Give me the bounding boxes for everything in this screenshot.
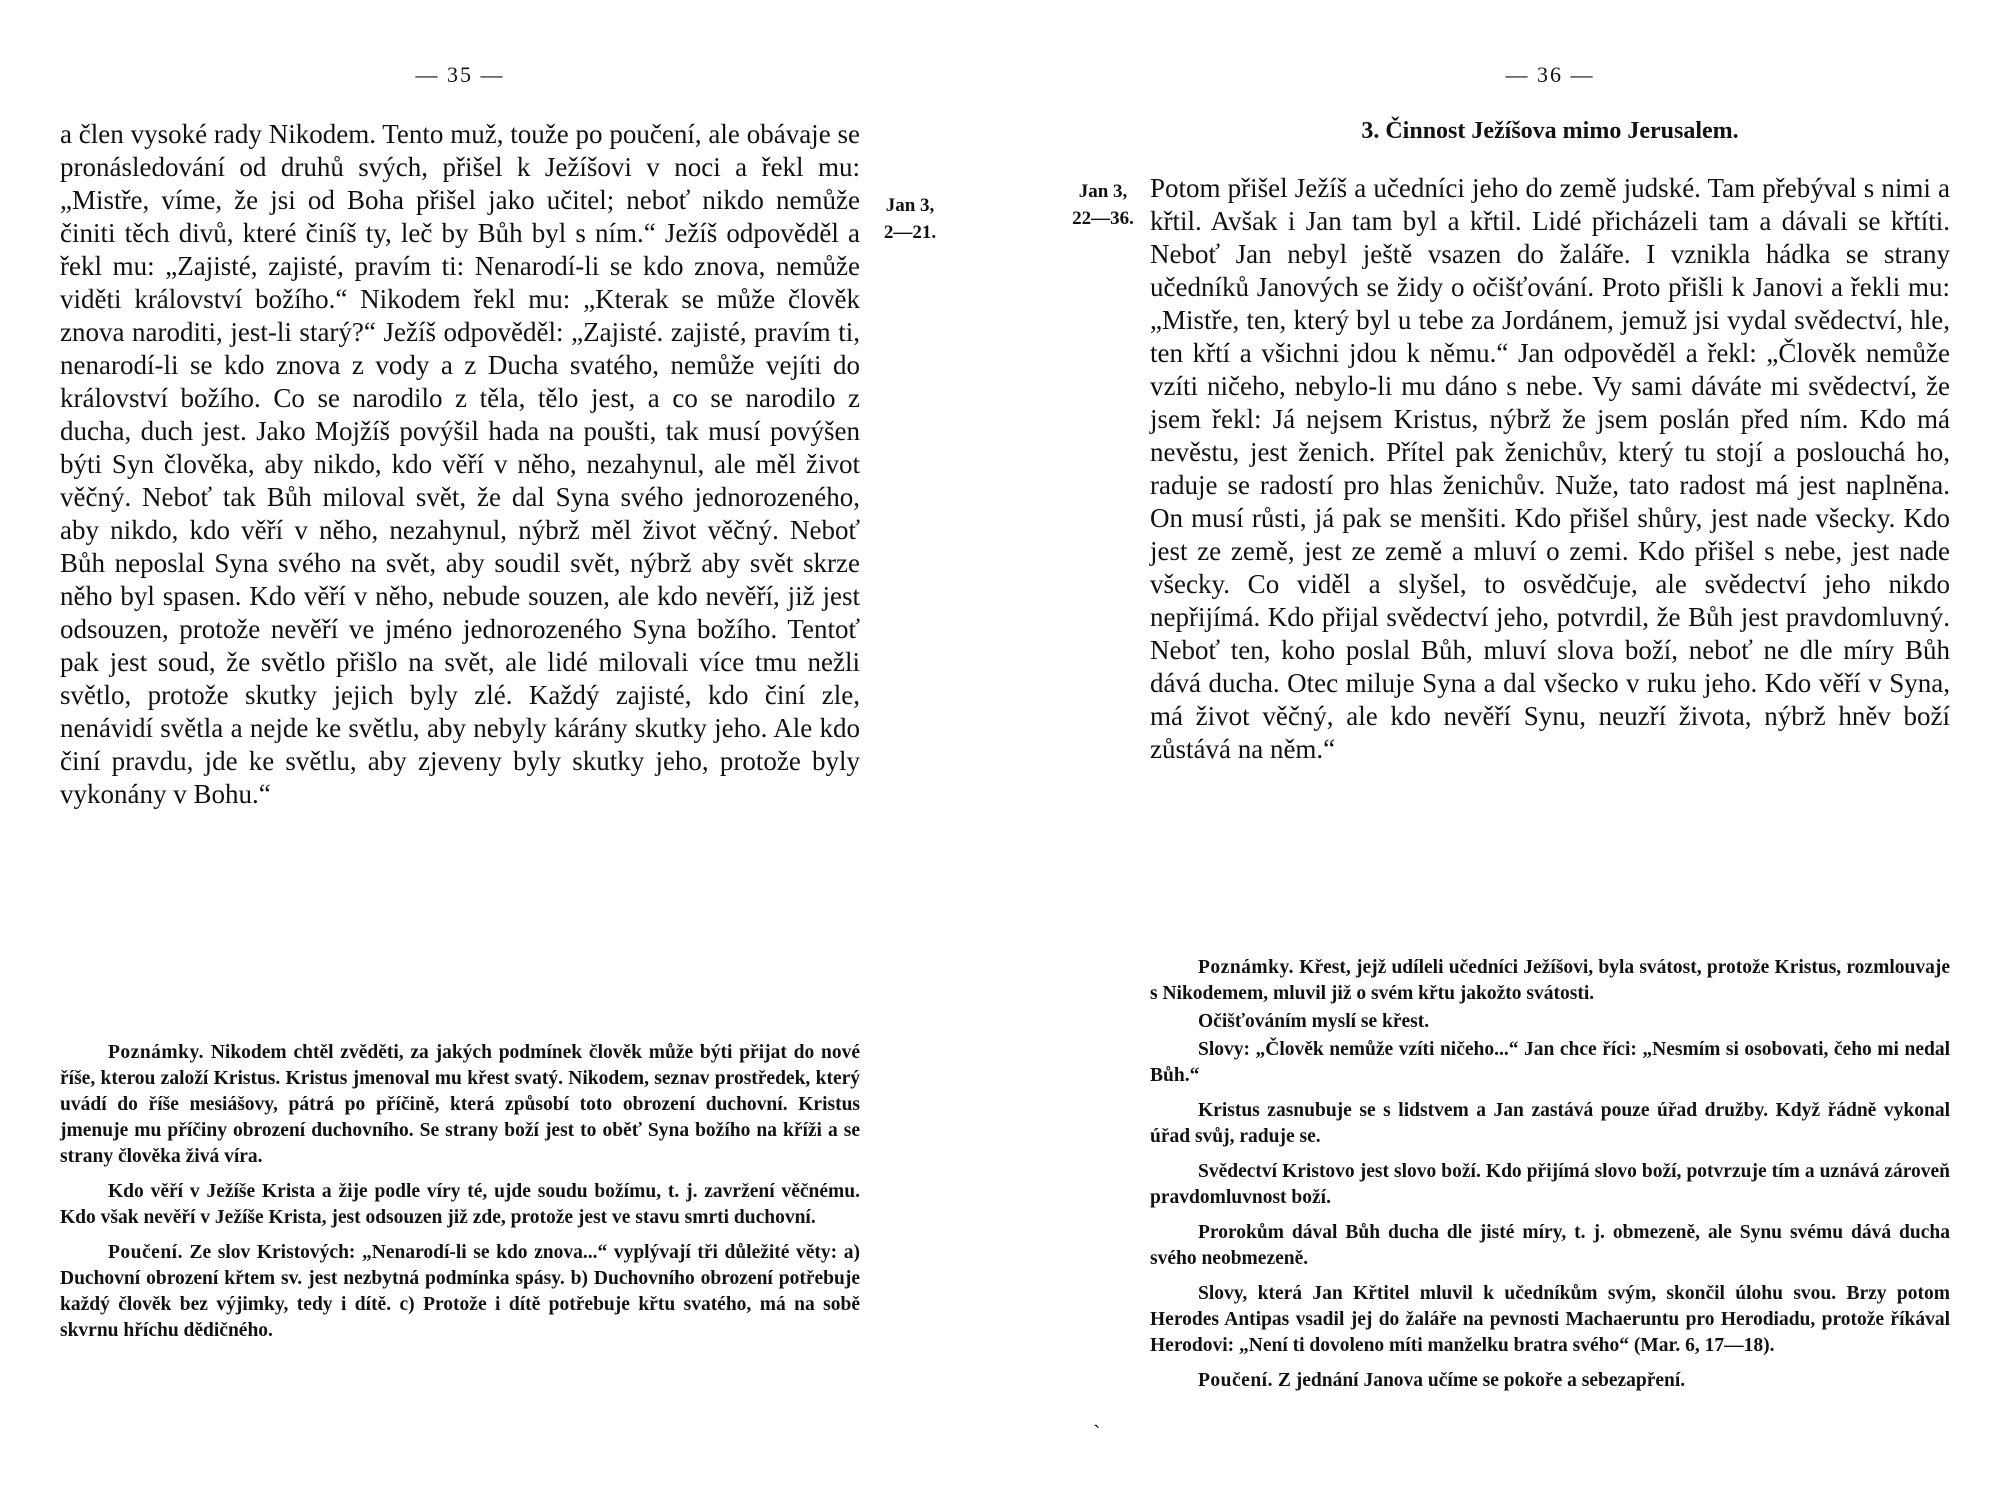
note-text: Z jednání Janova učíme se pokoře a sebezapření. (1272, 1370, 1686, 1391)
note-text: Očišťováním myslí se křest. (1198, 1011, 1430, 1032)
margin-reference-right (1058, 178, 1148, 232)
note-text: Nikodem chtěl zvěděti, za jakých podmínek člověk může býti přijat do nové říše, kterou založí Kristus. Kristus jmenoval mu křest svatý. Nikodem, seznav prostředek, který uvádí do říše mesiášovy, pátrá po příčině, která způsobí toto obrození duchovní. Kristus jmenuje mu příčiny obrození duchovního. Se strany boží jest to oběť Syna božího na kříži a se strany člověka živá víra. (60, 1042, 860, 1167)
margin-ref-book: Jan 3, (1078, 181, 1128, 202)
stray-print-mark: ` (1093, 1420, 1101, 1445)
margin-ref-verses: 22—36. (1072, 208, 1134, 229)
margin-ref-book: Jan 3, (885, 195, 935, 216)
margin-ref-verses: 2—21. (883, 222, 937, 243)
margin-reference-left (865, 192, 955, 246)
section-heading: 3. Činnost Ježíšova mimo Jerusalem. (1361, 118, 1739, 144)
right-note-5 (1150, 1159, 1950, 1211)
note-text: Prorokům dával Bůh ducha dle jisté míry, t. j. obmezeně, ale Synu svému dává ducha svého neobmezeně. (1150, 1222, 1950, 1269)
left-note-2 (60, 1179, 860, 1231)
note-label: Poučení. (108, 1242, 183, 1263)
right-note-6 (1150, 1220, 1950, 1272)
right-note-4 (1150, 1098, 1950, 1150)
note-text: Křest, jejž udíleli učedníci Ježíšovi, byla svátost, protože Kristus, rozmlouvaje s Nikodemem, mluvil již o svém křtu jakožto svátosti. (1150, 957, 1950, 1004)
note-text: Slovy, která Jan Křtitel mluvil k učedníkům svým, skončil úlohu svou. Brzy potom Herodes Antipas vsadil jej do žaláře na pevnosti Machaeruntu pro Herodiadu, protože říkával Herodovi: „Není ti dovoleno míti manželku bratra svého“ (Mar. 6, 17—18). (1150, 1283, 1950, 1356)
right-note-7 (1150, 1281, 1950, 1359)
right-body-text (1150, 172, 1950, 766)
note-text: Svědectví Kristovo jest slovo boží. Kdo přijímá slovo boží, potvrzuje tím a uznává zároveň pravdomluvnost boží. (1150, 1161, 1950, 1208)
note-label: Poučení. (1198, 1370, 1273, 1391)
right-note-2 (1150, 1009, 1950, 1035)
left-body-paragraph: a člen vysoké rady Nikodem. Tento muž, touže po poučení, ale obávaje se pronásledování od druhů svých, přišel k Ježíšovi v noci a řekl mu: „Mistře, víme, že jsi od Boha přišel jako učitel; neboť nikdo nemůže činiti těch divů, které činíš ty, leč by Bůh byl s ním.“ Ježíš odpověděl a řekl mu: „Zajisté, zajisté, pravím ti: Nenarodí-li se kdo znova, nemůže viděti království božího.“ Nikodem řekl mu: „Kterak se může člověk znova naroditi, jest-li starý?“ Ježíš odpověděl: „Zajisté. zajisté, pravím ti, nenarodí-li se kdo znova z vody a z Ducha svatého, nemůže vejíti do království božího. Co se narodilo z těla, tělo jest, a co se narodilo z ducha, duch jest. Jako Mojžíš povýšil hada na poušti, tak musí povýšen býti Syn člověka, aby nikdo, kdo věří v něho, nezahynul, ale měl život věčný. Neboť tak Bůh miloval svět, že dal Syna svého jednorozeného, aby nikdo, kdo věří v něho, nezahynul, nýbrž měl život věčný. Neboť Bůh neposlal Syna svého na svět, aby soudil svět, nýbrž aby svět skrze něho byl spasen. Kdo věří v něho, nebude souzen, ale kdo nevěří, již jest odsouzen, protože nevěří ve jméno jednorozeného Syna božího. Tentoť pak jest soud, že světlo přišlo na svět, ale lidé milovali více tmu nežli světlo, protože skutky jejich byly zlé. Každý zajisté, kdo činí zle, nenávidí světla a nejde ke světlu, aby nebyly kárány skutky jeho. Ale kdo činí pravdu, jde ke světlu, aby zjeveny byly skutky jeho, protože byly vykonány v Bohu.“ (60, 119, 860, 809)
right-body-paragraph: Potom přišel Ježíš a učedníci jeho do země judské. Tam přebýval s nimi a křtil. Avšak i Jan tam byl a křtil. Lidé přicházeli tam a dávali se křtíti. Neboť Jan nebyl ještě vsazen do žaláře. I vznikla hádka se strany učedníků Janových se židy o očišťování. Proto přišli k Janovi a řekli mu: „Mistře, ten, který byl u tebe za Jordánem, jemuž jsi vydal svědectví, hle, ten křtí a všichni jdou k němu.“ Jan odpověděl a řekl: „Člověk nemůže vzíti ničeho, nebylo-li mu dáno s nebe. Vy sami dáváte mi svědectví, že jsem řekl: Já nejsem Kristus, nýbrž že jsem poslán před ním. Kdo má nevěstu, jest ženich. Přítel pak ženichův, který tu stojí a poslouchá ho, raduje se radostí pro hlas ženichův. Nuže, tato radost má jest naplněna. On musí růsti, já pak se menšiti. Kdo přišel shůry, jest nade všecky. Kdo jest ze země, jest ze země a mluví o zemi. Kdo přišel s nebe, jest nade všecky. Co viděl a slyšel, to osvědčuje, ale svědectví jeho nikdo nepřijímá. Kdo přijal svědectví jeho, potvrdil, že Bůh jest pravdomluvný. Neboť ten, koho poslal Bůh, mluví slova boží, neboť ne dle míry Bůh dává ducha. Otec miluje Syna a dal všecko v ruku jeho. Kdo věří v Syna, má život věčný, ale kdo nevěří Synu, neuzří života, nýbrž hněv boží zůstává na něm.“ (1150, 173, 1950, 764)
left-notes (60, 1040, 860, 1353)
note-label: Poznámky. (108, 1042, 205, 1063)
note-text: Ze slov Kristových: „Nenarodí-li se kdo znova...“ vyplývají tři důležité věty: a) Duchovní obrození křtem sv. jest nezbytná podmínka spásy. b) Duchovního obrození potřebuje každý člověk bez výjimky, tedy i dítě. c) Protože i dítě potřebuje křtu svatého, má na sobě skvrnu hříchu dědičného. (60, 1242, 860, 1341)
right-note-8 (1150, 1368, 1950, 1394)
right-note-3 (1150, 1037, 1950, 1089)
note-text: Slovy: „Člověk nemůže vzíti ničeho...“ Jan chce říci: „Nesmím si osobovati, čeho mi nedal Bůh.“ (1150, 1039, 1950, 1086)
left-note-3 (60, 1240, 860, 1344)
right-note-1 (1150, 955, 1950, 1007)
right-page (1150, 0, 1950, 1500)
page-number-right: — 36 — (1505, 62, 1595, 87)
left-body-text (60, 118, 860, 811)
page-number-left: — 35 — (415, 62, 505, 87)
note-text: Kristus zasnubuje se s lidstvem a Jan zastává pouze úřad družby. Když řádně vykonal úřad svůj, raduje se. (1150, 1100, 1950, 1147)
note-text: Kdo věří v Ježíše Krista a žije podle víry té, ujde soudu božímu, t. j. zavržení věčnému. Kdo však nevěří v Ježíše Krista, jest odsouzen již zde, protože jest ve stavu smrti duchovní. (60, 1181, 860, 1228)
left-note-1 (60, 1040, 860, 1170)
left-page (60, 0, 860, 1500)
right-notes (1150, 955, 1950, 1403)
note-label: Poznámky. (1198, 957, 1295, 978)
